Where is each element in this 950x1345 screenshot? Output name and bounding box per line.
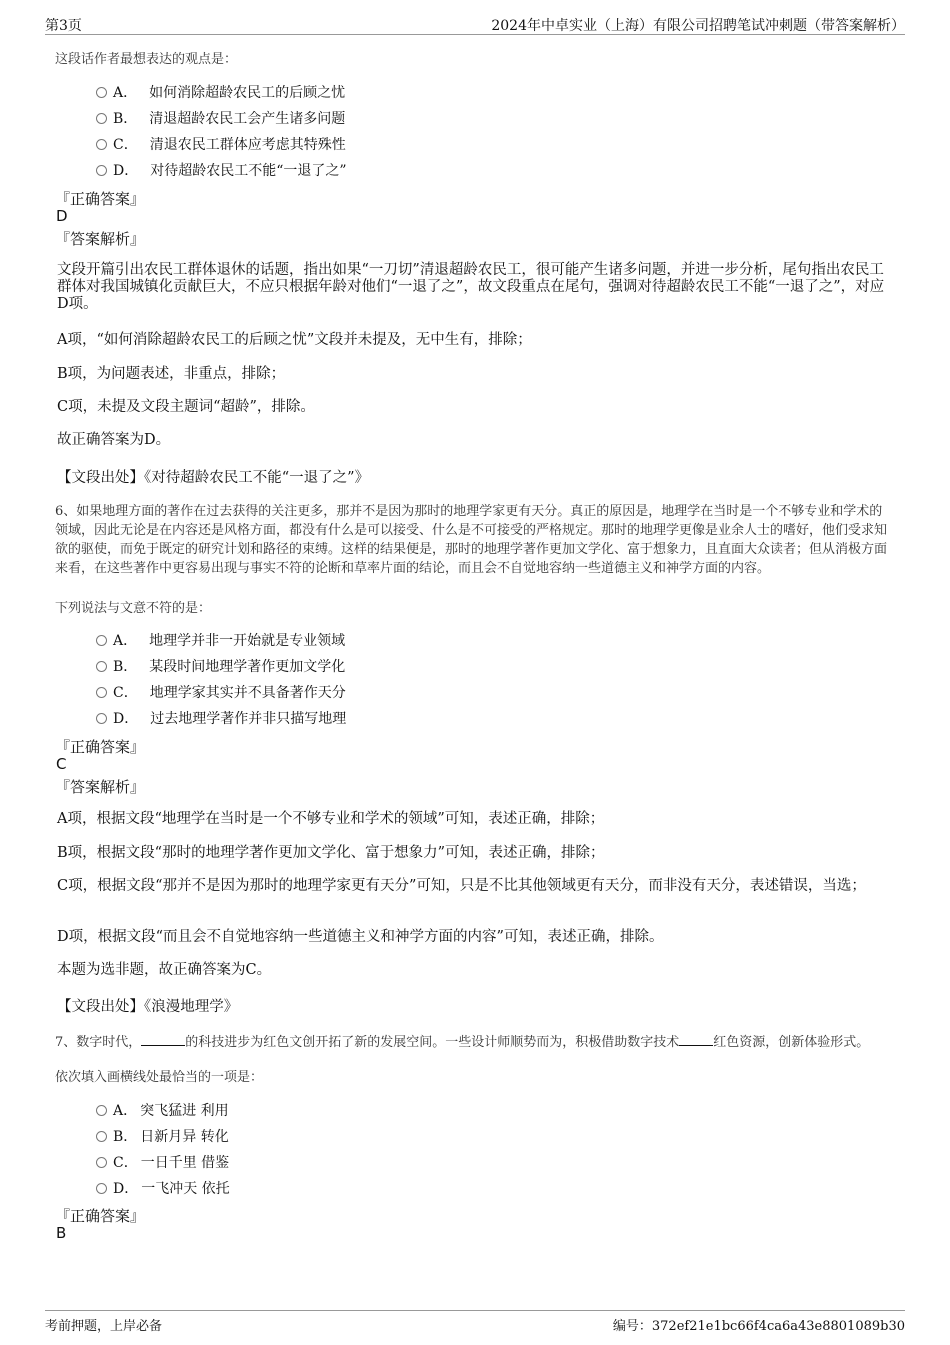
radio-icon[interactable]: [96, 113, 107, 124]
radio-icon[interactable]: [96, 635, 107, 646]
q5-analysis-c: C项，未提及文段主题词“超龄”，排除。: [57, 399, 315, 415]
q7-option-c[interactable]: C． 一日千里 借鉴: [96, 1152, 229, 1172]
page-footer: [45, 1310, 905, 1335]
q6-conclusion: 本题为选非题，故正确答案为C。: [57, 962, 272, 978]
radio-icon[interactable]: [96, 661, 107, 672]
q5-option-d[interactable]: D． 对待超龄农民工不能“一退了之”: [96, 160, 347, 180]
q5-option-a[interactable]: A． 如何消除超龄农民工的后顾之忧: [96, 82, 345, 102]
q6-option-a[interactable]: A． 地理学并非一开始就是专业领域: [96, 630, 345, 650]
q6-analysis-d: D项，根据文段“而且会不自觉地容纳一些道德主义和神学方面的内容”可知，表述正确，排除。: [57, 929, 664, 945]
q5-answer: D: [56, 207, 68, 225]
q5-option-b[interactable]: B． 清退超龄农民工会产生诸多问题: [96, 108, 345, 128]
q6-analysis-c: C项，根据文段“那并不是因为那时的地理学家更有天分”可知，只是不比其他领域更有天分，而非没有天分，表述错误，当选；: [57, 878, 866, 894]
q5-analysis-label: 『答案解析』: [55, 230, 146, 248]
radio-icon[interactable]: [96, 139, 107, 150]
radio-icon[interactable]: [96, 165, 107, 176]
q5-source: 【文段出处】《对待超龄农民工不能“一退了之”》: [57, 470, 370, 486]
q5-answer-label: 『正确答案』: [55, 190, 146, 208]
q6-analysis-b: B项，根据文段“那时的地理学著作更加文学化、富于想象力”可知，表述正确，排除；: [57, 845, 605, 861]
q5-analysis-a: A项，“如何消除超龄农民工的后顾之忧”文段并未提及，无中生有，排除；: [57, 332, 532, 348]
q6-option-d[interactable]: D． 过去地理学著作并非只描写地理: [96, 708, 346, 728]
q6-answer: C: [56, 755, 67, 773]
radio-icon[interactable]: [96, 713, 107, 724]
q7-option-a[interactable]: A． 突飞猛进 利用: [96, 1100, 229, 1120]
q5-option-c[interactable]: C． 清退农民工群体应考虑其特殊性: [96, 134, 346, 154]
q6-answer-label: 『正确答案』: [55, 738, 146, 756]
footer-slogan: 考前押题，上岸必备: [45, 1319, 163, 1334]
fill-blank-1[interactable]: [141, 1034, 185, 1046]
q7-answer: B: [56, 1224, 67, 1242]
q6-option-b[interactable]: B． 某段时间地理学著作更加文学化: [96, 656, 345, 676]
q7-option-b[interactable]: B． 日新月异 转化: [96, 1126, 229, 1146]
q6-option-c[interactable]: C． 地理学家其实并不具备著作天分: [96, 682, 346, 702]
document-title: 2024年中卓实业（上海）有限公司招聘笔试冲刺题（带答案解析）: [491, 18, 905, 34]
q6-prompt: 下列说法与文意不符的是：: [55, 601, 212, 616]
q6-passage: 6、如果地理方面的著作在过去获得的关注更多，那并不是因为那时的地理学家更有天分。真正的原因是，地理学在当时是一个不够专业和学术的领域，因此无论是在内容还是风格方面，都没有什么是可以接受、什么是不可接受的严格规定。那时的地理学更像是业余人士的嗜好，他们受求知欲的驱使，而免于既定的研究计划和路径的束缚。这样的结果便是，那时的地理学著作更加文学化、富于想象力，且直面大众读者；但从消极方面来看，在这些著作中更容易出现与事实不符的论断和草率片面的结论，而且会不自觉地容纳一些道德主义和神学方面的内容。: [55, 504, 888, 576]
q7-prompt: 依次填入画横线处最恰当的一项是：: [55, 1070, 264, 1085]
q6-analysis-a: A项，根据文段“地理学在当时是一个不够专业和学术的领域”可知，表述正确，排除；: [57, 811, 605, 827]
q5-analysis-b: B项，为问题表述，非重点，排除；: [57, 366, 286, 382]
q7-option-d[interactable]: D． 一飞冲天 依托: [96, 1178, 230, 1198]
q5-analysis-summary: 文段开篇引出农民工群体退休的话题，指出如果“一刀切”清退超龄农民工，很可能产生诸多问题，并进一步分析，尾句指出农民工群体对我国城镇化贡献巨大，不应只根据年龄对他们“一退了之”，故文段重点在尾句，强调对待超龄农民工不能“一退了之”，对应D项。: [57, 262, 885, 312]
q5-prompt: 这段话作者最想表达的观点是：: [55, 52, 238, 67]
fill-blank-2[interactable]: [679, 1034, 713, 1046]
q6-source: 【文段出处】《浪漫地理学》: [57, 999, 239, 1015]
radio-icon[interactable]: [96, 1157, 107, 1168]
radio-icon[interactable]: [96, 687, 107, 698]
document-id: 编号：372ef21e1bc66f4ca6a43e8801089b30: [612, 1319, 905, 1334]
q6-analysis-label: 『答案解析』: [55, 778, 146, 796]
page-number: 第3页: [45, 18, 82, 34]
radio-icon[interactable]: [96, 1105, 107, 1116]
q7-answer-label: 『正确答案』: [55, 1207, 146, 1225]
radio-icon[interactable]: [96, 1131, 107, 1142]
q5-conclusion: 故正确答案为D。: [57, 432, 171, 448]
q7-stem: 7、数字时代， 的科技进步为红色文创开拓了新的发展空间。一些设计师顺势而为，积极借助数字技术 红色资源，创新体验形式。: [55, 1035, 870, 1050]
radio-icon[interactable]: [96, 87, 107, 98]
page-header: [45, 14, 905, 35]
radio-icon[interactable]: [96, 1183, 107, 1194]
